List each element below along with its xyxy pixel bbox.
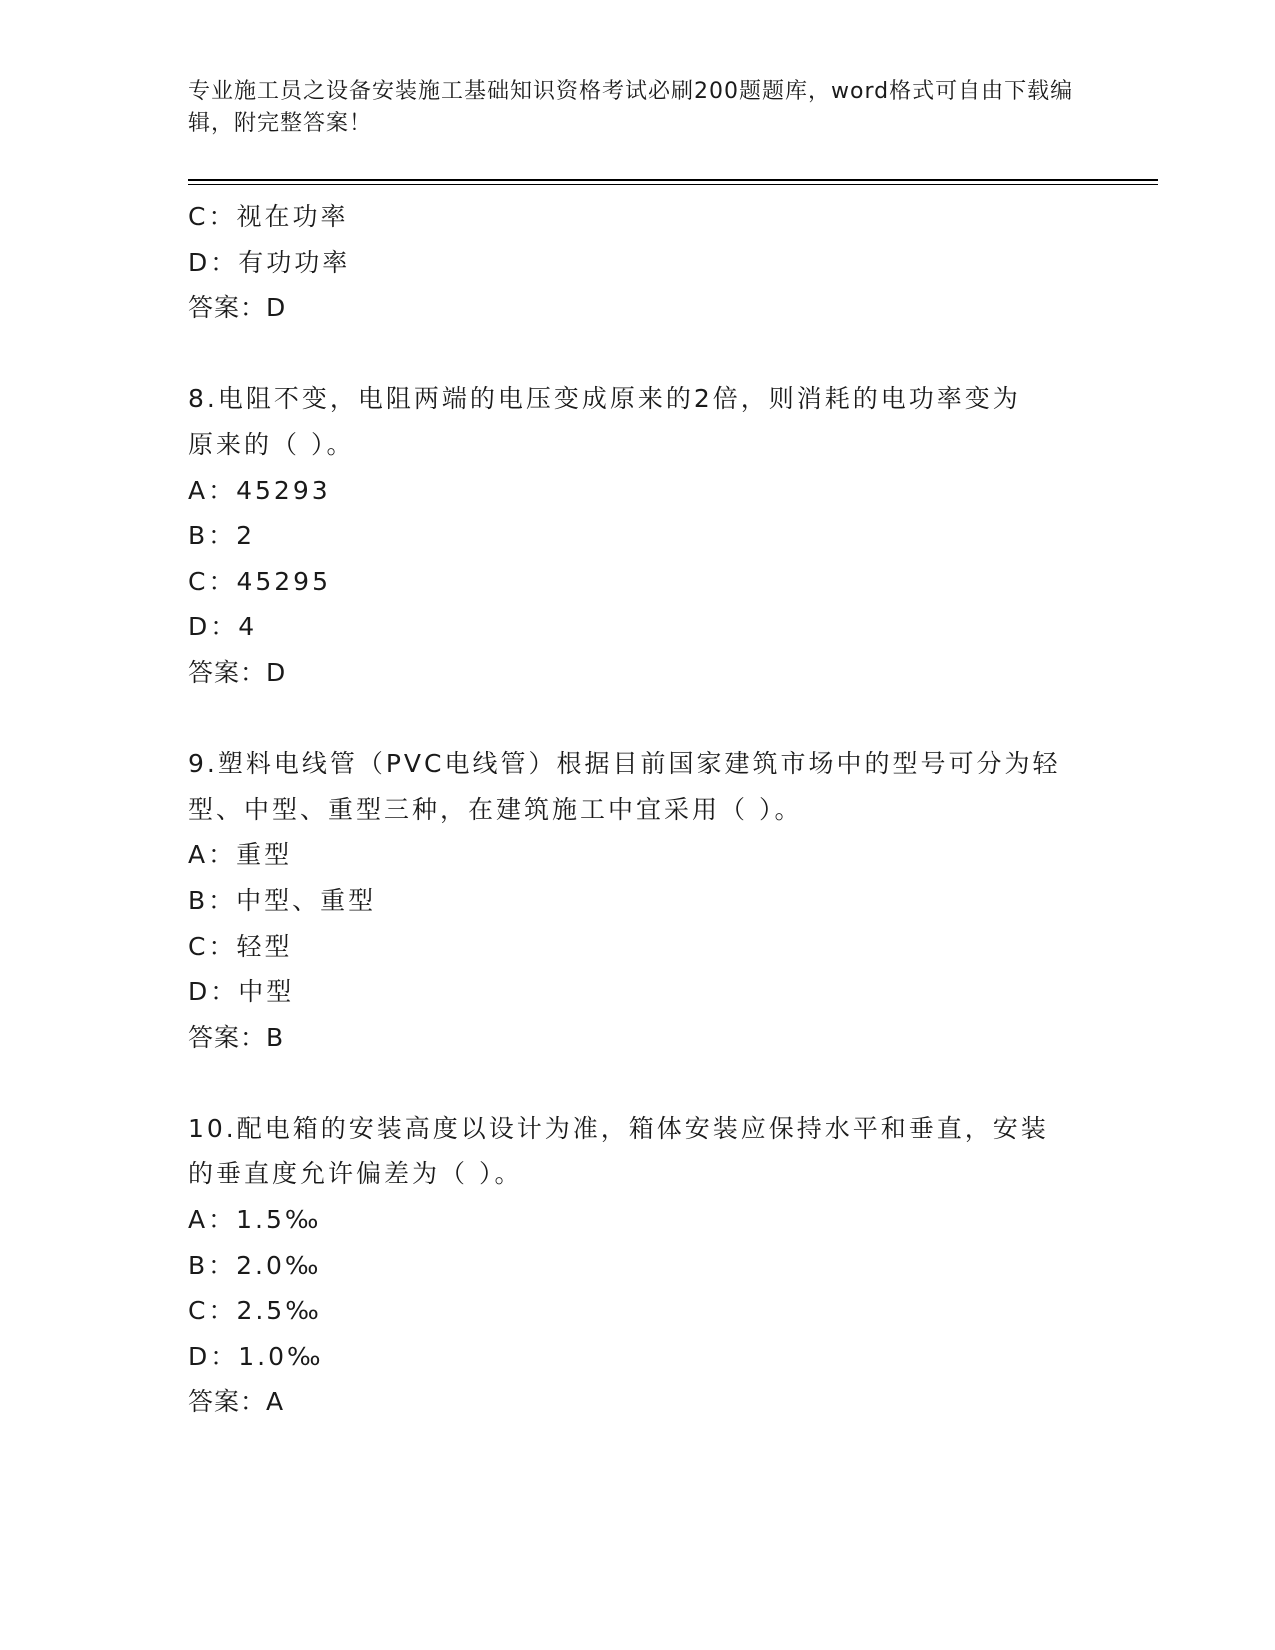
- block-spacer: [188, 331, 1088, 377]
- option-a: A：45293: [188, 475, 331, 505]
- question-block-9: [188, 741, 1088, 1060]
- question-text-line-2: 的垂直度允许偏差为（ ）。: [188, 1159, 523, 1189]
- option-d: D：有功功率: [188, 247, 351, 277]
- answer-line: 答案：A: [188, 1387, 285, 1417]
- question-text-line-2: 型、中型、重型三种，在建筑施工中宜采用（ ）。: [188, 794, 803, 824]
- header-divider: [188, 179, 1158, 185]
- question-text-line-1: 10.配电箱的安装高度以设计为准，箱体安装应保持水平和垂直，安装: [188, 1113, 1049, 1143]
- block-spacer: [188, 1060, 1088, 1106]
- option-b: B：2: [188, 521, 256, 551]
- option-c: C：视在功率: [188, 202, 349, 231]
- option-d: D：4: [188, 612, 258, 642]
- question-block-7: [188, 194, 1088, 331]
- option-a: A：重型: [188, 840, 293, 870]
- question-block-10: [188, 1106, 1088, 1425]
- document-header: [188, 76, 1088, 140]
- document-body: [188, 194, 1088, 1425]
- question-text-line-1: 9.塑料电线管（PVC电线管）根据目前国家建筑市场中的型号可分为轻: [188, 749, 1061, 779]
- question-block-8: [188, 376, 1088, 695]
- option-d: D：1.0‰: [188, 1341, 324, 1371]
- header-title: 专业施工员之设备安装施工基础知识资格考试必刷200题题库，word格式可自由下载编辑，附完整答案！: [188, 79, 1074, 136]
- block-spacer: [188, 696, 1088, 742]
- option-c: C：2.5‰: [188, 1296, 322, 1326]
- answer-line: 答案：D: [188, 293, 287, 323]
- question-text-line-2: 原来的（ ）。: [188, 429, 355, 459]
- option-b: B：中型、重型: [188, 885, 377, 915]
- answer-line: 答案：D: [188, 657, 287, 687]
- question-text-line-1: 8.电阻不变，电阻两端的电压变成原来的2倍，则消耗的电功率变为: [188, 384, 1021, 414]
- option-c: C：轻型: [188, 931, 293, 961]
- option-d: D：中型: [188, 977, 295, 1007]
- option-b: B：2.0‰: [188, 1250, 322, 1280]
- answer-line: 答案：B: [188, 1022, 285, 1052]
- option-a: A：1.5‰: [188, 1205, 322, 1235]
- option-c: C：45295: [188, 566, 331, 596]
